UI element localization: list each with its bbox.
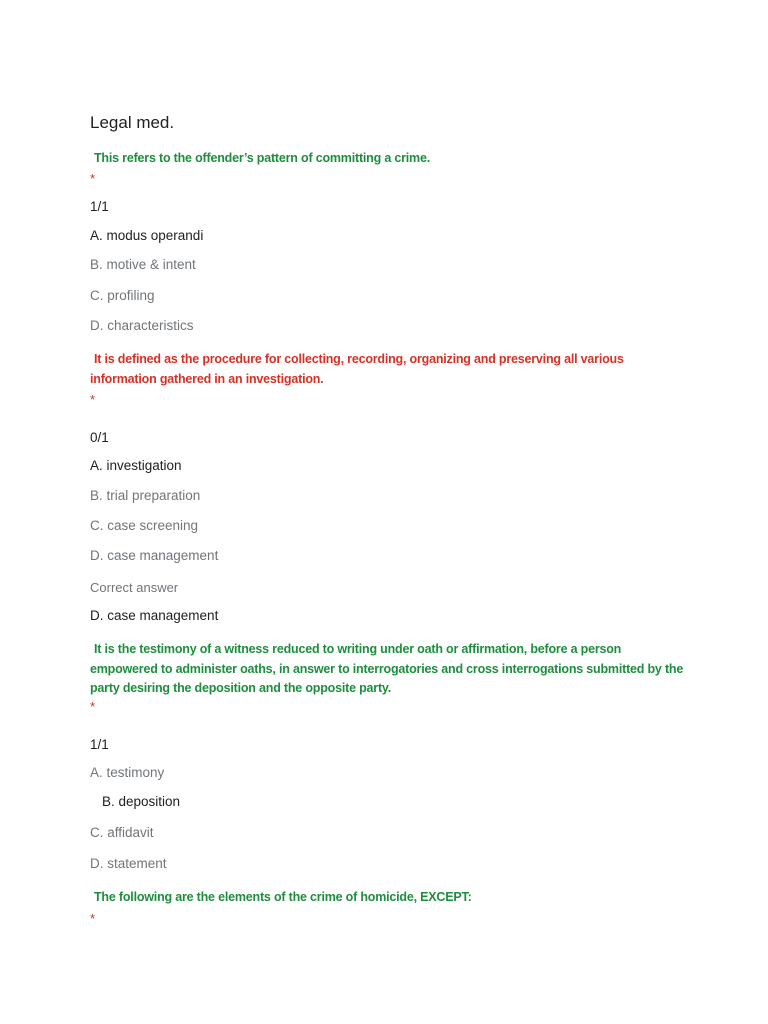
option-profiling[interactable]: C. profiling [90, 288, 155, 303]
option-deposition[interactable]: B. deposition [102, 794, 181, 809]
required-asterisk: * [90, 392, 96, 407]
correct-answer-value: D. case management [90, 608, 219, 623]
option-statement[interactable]: D. statement [90, 856, 167, 871]
option-trial-preparation[interactable]: B. trial preparation [90, 488, 201, 503]
question-3-text: It is the testimony of a witness reduced to writing under oath or affirmation, before a person empowered to administer oaths, in answer to interrogatories and cross interrogations submitted by the party desiring the deposition and the opposite party. [90, 642, 684, 695]
option-case-screening[interactable]: C. case screening [90, 518, 199, 533]
option-investigation[interactable]: A. investigation [90, 458, 182, 473]
question-2-text: It is defined as the procedure for collecting, recording, organizing and preserving all various information gathered in an investigation. [90, 352, 624, 386]
question-1-score: 1/1 [90, 199, 109, 214]
option-modus-operandi[interactable]: A. modus operandi [90, 228, 204, 243]
option-characteristics[interactable]: D. characteristics [90, 318, 194, 333]
option-affidavit[interactable]: C. affidavit [90, 825, 154, 840]
question-3-score: 1/1 [90, 737, 109, 752]
required-asterisk: * [90, 171, 96, 186]
option-testimony[interactable]: A. testimony [90, 765, 165, 780]
required-asterisk: * [90, 699, 96, 714]
question-2-score: 0/1 [90, 430, 109, 445]
option-motive-intent[interactable]: B. motive & intent [90, 257, 196, 272]
correct-answer-label: Correct answer [90, 580, 179, 595]
required-asterisk: * [90, 911, 96, 926]
form-title: Legal med. [90, 113, 175, 132]
question-1-text: This refers to the offender’s pattern of committing a crime. [94, 151, 430, 165]
option-case-management[interactable]: D. case management [90, 548, 219, 563]
question-4-text: The following are the elements of the crime of homicide, EXCEPT: [94, 890, 472, 904]
